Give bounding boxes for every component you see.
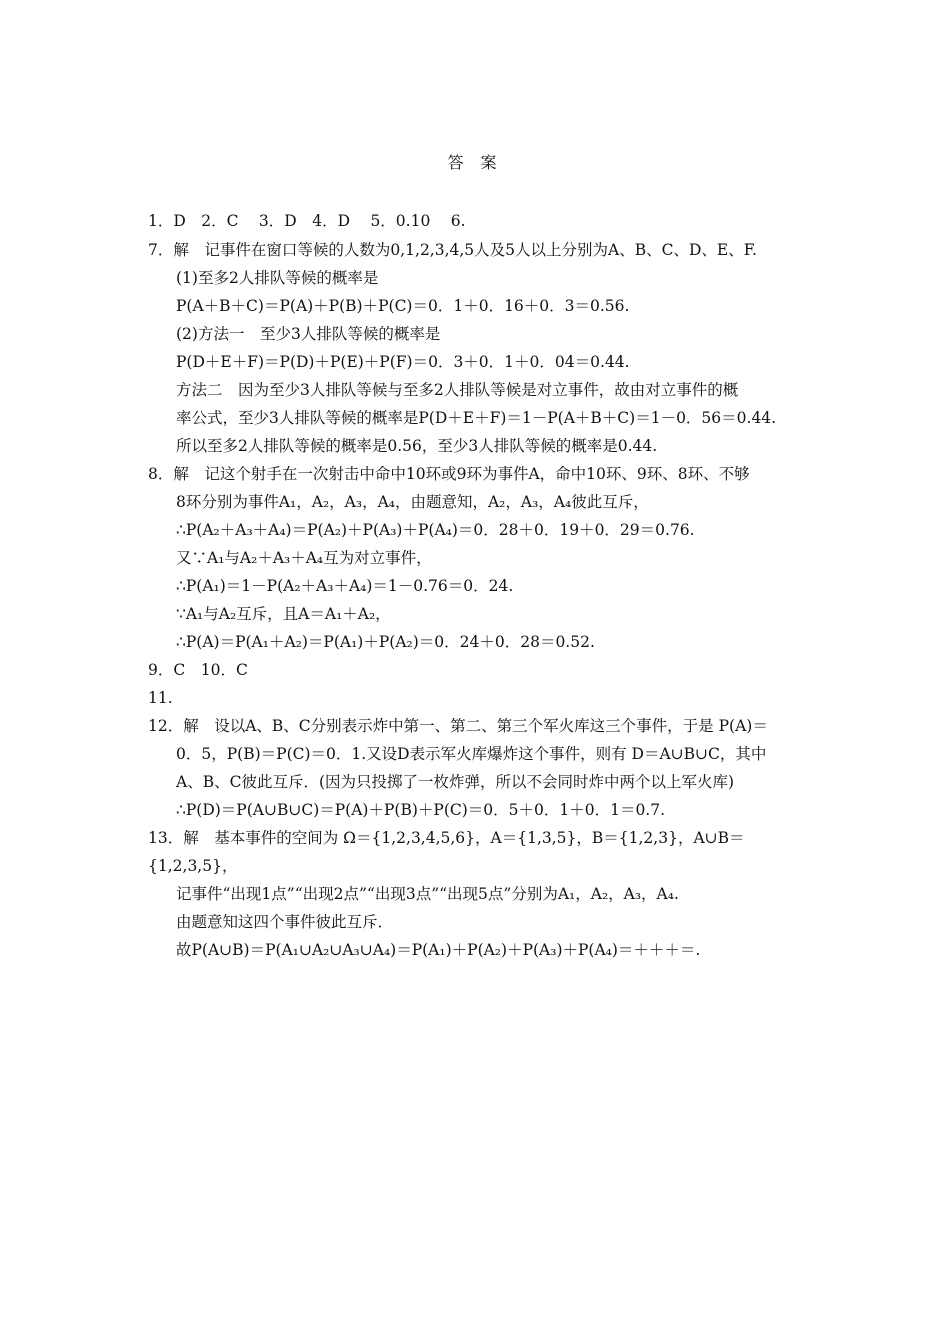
answer-7-conclusion: 所以至多2人排队等候的概率是0.56，至少3人排队等候的概率是0.44. xyxy=(176,437,658,455)
answer-7-part1-formula: P(A＋B＋C)＝P(A)＋P(B)＋P(C)＝0．1＋0．16＋0．3＝0.56. xyxy=(176,297,630,315)
answer-13-formula: 故P(A∪B)＝P(A₁∪A₂∪A₃∪A₄)＝P(A₁)＋P(A₂)＋P(A₃)＋P(A₄)＝＋＋＋＝. xyxy=(176,941,701,959)
answer-8-step5: ∴P(A)＝P(A₁＋A₂)＝P(A₁)＋P(A₂)＝0．24＋0．28＝0.52. xyxy=(176,633,595,651)
answer-7-part1: (1)至多2人排队等候的概率是 xyxy=(176,269,379,287)
answer-line-1-6: 1．D 2．C 3．D 4．D 5．0.10 6. xyxy=(148,212,466,230)
answer-line-11: 11. xyxy=(148,689,173,707)
answer-7-part2-formula: P(D＋E＋F)＝P(D)＋P(E)＋P(F)＝0．3＋0．1＋0．04＝0.44. xyxy=(176,353,630,371)
answer-8-events: 8环分别为事件A₁，A₂，A₃，A₄，由题意知，A₂，A₃，A₄彼此互斥， xyxy=(176,493,649,511)
answer-13-mutual: 由题意知这四个事件彼此互斥． xyxy=(176,913,394,931)
answer-13-events: 记事件“出现1点”“出现2点”“出现3点”“出现5点”分别为A₁，A₂，A₃，A₄. xyxy=(176,885,679,903)
answer-7-method2: 方法二 因为至少3人排队等候与至多2人排队等候是对立事件，故由对立事件的概 xyxy=(176,381,739,399)
answer-12-cont1: 0．5，P(B)＝P(C)＝0．1.又设D表示军火库爆炸这个事件，则有 D＝A∪B∪C，其中 xyxy=(176,745,767,763)
answer-12-heading: 12．解 设以A、B、C分别表示炸中第一、第二、第三个军火库这三个事件，于是 P(A)＝ xyxy=(148,717,768,735)
answer-12-cont2: A、B、C彼此互斥．(因为只投掷了一枚炸弹，所以不会同时炸中两个以上军火库) xyxy=(176,773,735,791)
answer-7-heading: 7．解 记事件在窗口等候的人数为0,1,2,3,4,5人及5人以上分别为A、B、C、D、E、F. xyxy=(148,241,757,259)
answer-12-formula: ∴P(D)＝P(A∪B∪C)＝P(A)＋P(B)＋P(C)＝0．5＋0．1＋0．1＝0.7. xyxy=(176,801,666,819)
answer-8-heading: 8．解 记这个射手在一次射击中命中10环或9环为事件A，命中10环、9环、8环、不够 xyxy=(148,465,750,483)
answer-line-9-10: 9．C 10．C xyxy=(148,661,248,679)
page-title: 答 案 xyxy=(447,153,503,172)
answer-13-heading: 13．解 基本事件的空间为 Ω＝{1,2,3,4,5,6}，A＝{1,3,5}，B＝{1,2,3}，A∪B＝ xyxy=(148,829,745,847)
answer-7-part2-method1: (2)方法一 至少3人排队等候的概率是 xyxy=(176,325,441,343)
answer-8-step1: ∴P(A₂＋A₃＋A₄)＝P(A₂)＋P(A₃)＋P(A₄)＝0．28＋0．19＋0．29＝0.76. xyxy=(176,521,695,539)
answer-8-step3: ∴P(A₁)＝1－P(A₂＋A₃＋A₄)＝1－0.76＝0．24. xyxy=(176,577,514,595)
answer-13-set: {1,2,3,5}， xyxy=(148,857,238,875)
answer-8-step2: 又∵A₁与A₂＋A₃＋A₄互为对立事件， xyxy=(176,549,432,567)
answer-8-step4: ∵A₁与A₂互斥，且A＝A₁＋A₂， xyxy=(176,605,391,623)
answer-7-method2-cont: 率公式，至少3人排队等候的概率是P(D＋E＋F)＝1－P(A＋B＋C)＝1－0．56＝0.44. xyxy=(176,409,777,427)
